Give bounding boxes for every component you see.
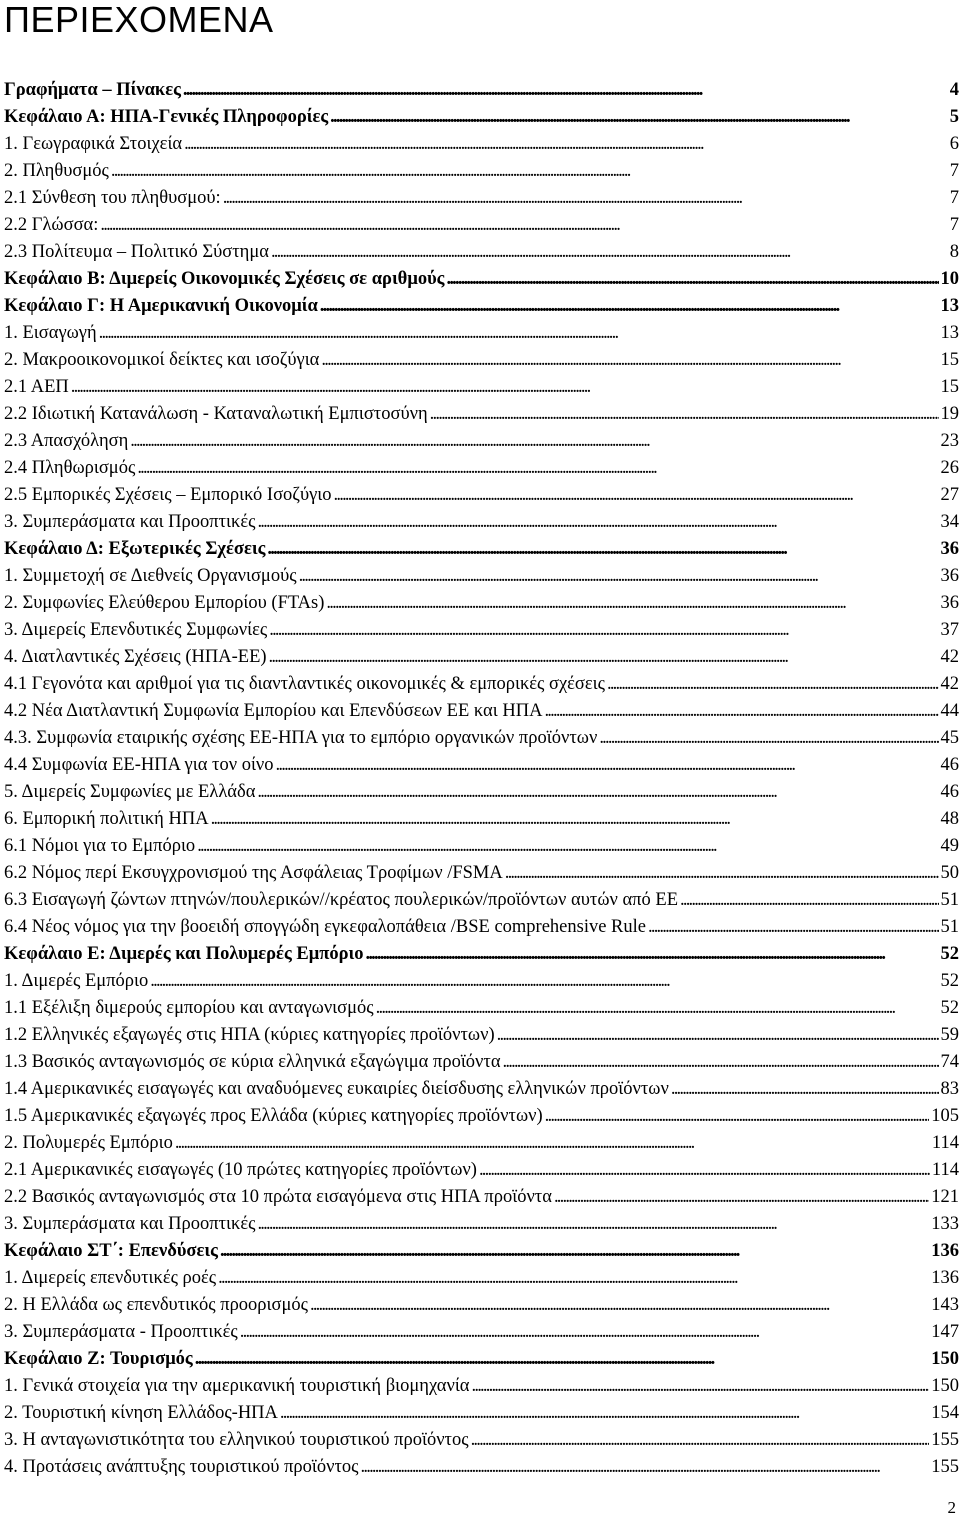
toc-entry-page: 52 <box>940 944 959 964</box>
toc-entry[interactable] <box>4 185 959 212</box>
dot-leader <box>365 941 938 968</box>
toc-entry-label: Κεφάλαιο Δ: Εξωτερικές Σχέσεις <box>4 539 266 559</box>
toc-entry-page: 45 <box>940 728 959 748</box>
toc-entry[interactable] <box>4 1427 959 1454</box>
toc-entry-label: 2.4 Πληθωρισμός <box>4 458 136 478</box>
toc-entry-label: 2. Τουριστική κίνηση Ελλάδος-ΗΠΑ <box>4 1403 278 1423</box>
toc-entry-page: 147 <box>931 1322 959 1342</box>
toc-entry[interactable] <box>4 1103 959 1130</box>
toc-entry[interactable] <box>4 401 959 428</box>
dot-leader <box>197 833 938 860</box>
dot-leader <box>195 1346 930 1373</box>
toc-entry-page: 4 <box>949 80 959 100</box>
toc-entry[interactable] <box>4 1049 959 1076</box>
dot-leader <box>497 1022 939 1049</box>
toc-entry-label: 6. Εμπορική πολιτική ΗΠΑ <box>4 809 209 829</box>
toc-entry-page: 52 <box>940 998 959 1018</box>
toc-entry-label: 5. Διμερείς Συμφωνίες με Ελλάδα <box>4 782 256 802</box>
toc-entry[interactable] <box>4 1211 959 1238</box>
dot-leader <box>503 1049 939 1076</box>
dot-leader <box>223 185 948 212</box>
toc-entry-page: 51 <box>940 890 959 910</box>
dot-leader <box>218 1265 929 1292</box>
toc-entry-label: 6.4 Νέος νόμος για την βοοειδή σπογγώδη εγκεφαλοπάθεια /BSE comprehensive Rule <box>4 917 646 937</box>
toc-entry-page: 5 <box>949 107 959 127</box>
toc-entry-label: 2.1 Αμερικανικές εισαγωγές (10 πρώτες κατηγορίες προϊόντων) <box>4 1160 477 1180</box>
toc-entry[interactable] <box>4 104 959 131</box>
dot-leader <box>472 1373 930 1400</box>
toc-entry-page: 121 <box>931 1187 959 1207</box>
toc-entry[interactable] <box>4 158 959 185</box>
toc-entry-page: 143 <box>931 1295 959 1315</box>
dot-leader <box>269 644 939 671</box>
toc-entry[interactable] <box>4 698 959 725</box>
dot-leader <box>471 1427 930 1454</box>
toc-entry-page: 49 <box>940 836 959 856</box>
toc-entry-page: 136 <box>931 1241 959 1261</box>
toc-entry-label: 4. Προτάσεις ανάπτυξης τουριστικού προϊόντος <box>4 1457 359 1477</box>
toc-entry[interactable] <box>4 1130 959 1157</box>
toc-entry[interactable] <box>4 914 959 941</box>
toc-entry-page: 133 <box>931 1214 959 1234</box>
toc-entry-label: 2.1 ΑΕΠ <box>4 377 69 397</box>
toc-entry[interactable] <box>4 1265 959 1292</box>
dot-leader <box>320 293 939 320</box>
toc-entry-page: 10 <box>940 269 959 289</box>
toc-entry-label: 1. Διμερές Εμπόριο <box>4 971 149 991</box>
dot-leader <box>276 752 939 779</box>
toc-entry[interactable] <box>4 941 959 968</box>
toc-entry-label: 2. Μακροοικονομικοί δείκτες και ισοζύγια <box>4 350 320 370</box>
dot-leader <box>599 725 938 752</box>
toc-entry-label: 1. Γενικά στοιχεία για την αμερικανική τουριστική βιομηχανία <box>4 1376 470 1396</box>
toc-entry-label: 1. Γεωγραφικά Στοιχεία <box>4 134 183 154</box>
toc-entry-label: 1.4 Αμερικανικές εισαγωγές και αναδυόμενες ευκαιρίες διείσδυσης ελληνικών προϊόντων <box>4 1079 669 1099</box>
toc-entry-page: 154 <box>931 1403 959 1423</box>
toc-entry[interactable] <box>4 1346 959 1373</box>
toc-entry-label: 2.5 Εμπορικές Σχέσεις – Εμπορικό Ισοζύγιο <box>4 485 332 505</box>
dot-leader <box>446 266 938 293</box>
toc-entry-label: Κεφάλαιο ΣΤ΄: Επενδύσεις <box>4 1241 218 1261</box>
toc-entry[interactable] <box>4 644 959 671</box>
toc-entry-label: 2.3 Πολίτευμα – Πολιτικό Σύστημα <box>4 242 269 262</box>
toc-entry-label: 4. Διατλαντικές Σχέσεις (ΗΠΑ-ΕΕ) <box>4 647 267 667</box>
toc-entry-label: 1. Διμερείς επενδυτικές ροές <box>4 1268 217 1288</box>
dot-leader <box>175 1130 930 1157</box>
toc-entry-page: 52 <box>940 971 959 991</box>
toc-entry-label: 1. Συμμετοχή σε Διεθνείς Οργανισμούς <box>4 566 297 586</box>
toc-entry-label: 3. Διμερείς Επενδυτικές Συμφωνίες <box>4 620 268 640</box>
toc-entry[interactable] <box>4 752 959 779</box>
toc-entry-page: 19 <box>940 404 959 424</box>
toc-entry-page: 6 <box>949 134 959 154</box>
toc-entry-label: 2. Πληθυσμός <box>4 161 109 181</box>
toc-entry-page: 48 <box>940 809 959 829</box>
toc-entry[interactable] <box>4 1238 959 1265</box>
toc-entry[interactable] <box>4 806 959 833</box>
toc-entry[interactable] <box>4 455 959 482</box>
toc-entry[interactable] <box>4 779 959 806</box>
toc-entry[interactable] <box>4 266 959 293</box>
toc-entry-page: 59 <box>940 1025 959 1045</box>
toc-entry-label: 1. Εισαγωγή <box>4 323 97 343</box>
page-number: 2 <box>947 1498 956 1517</box>
toc-entry[interactable] <box>4 887 959 914</box>
toc-entry-page: 155 <box>931 1457 959 1477</box>
toc-entry-page: 114 <box>931 1160 959 1180</box>
toc-entry-label: Κεφάλαιο Α: ΗΠΑ-Γενικές Πληροφορίες <box>4 107 329 127</box>
toc-entry-page: 155 <box>931 1430 959 1450</box>
toc-entry-page: 114 <box>931 1133 959 1153</box>
toc-entry-page: 46 <box>940 782 959 802</box>
toc-entry[interactable] <box>4 1076 959 1103</box>
toc-entry-page: 13 <box>940 323 959 343</box>
toc-entry[interactable] <box>4 77 959 104</box>
page-title: ΠΕΡΙΕΧΟΜΕΝΑ <box>4 0 274 40</box>
toc-entry[interactable] <box>4 509 959 536</box>
toc-entry[interactable] <box>4 590 959 617</box>
toc-entry-page: 8 <box>949 242 959 262</box>
dot-leader <box>257 779 938 806</box>
toc-entry-page: 37 <box>940 620 959 640</box>
toc-entry[interactable] <box>4 428 959 455</box>
toc-entry-label: 4.4 Συμφωνία ΕΕ-ΗΠΑ για τον οίνο <box>4 755 274 775</box>
dot-leader <box>334 482 939 509</box>
table-of-contents <box>4 77 959 1481</box>
dot-leader <box>479 1157 930 1184</box>
toc-entry[interactable] <box>4 1319 959 1346</box>
toc-entry-label: 1.2 Ελληνικές εξαγωγές στις ΗΠΑ (κύριες κατηγορίες προϊόντων) <box>4 1025 495 1045</box>
toc-entry-label: 3. Η ανταγωνιστικότητα του ελληνικού τουριστικού προϊόντος <box>4 1430 469 1450</box>
toc-entry-label: 4.2 Νέα Διατλαντική Συμφωνία Εμπορίου και Επενδύσεων ΕΕ και ΗΠΑ <box>4 701 543 721</box>
toc-entry-page: 13 <box>940 296 959 316</box>
toc-entry-page: 44 <box>940 701 959 721</box>
toc-entry-label: 4.3. Συμφωνία εταιρικής σχέσης ΕΕ-ΗΠΑ για το εμπόριο οργανικών προϊόντων <box>4 728 598 748</box>
dot-leader <box>299 563 939 590</box>
toc-entry-page: 15 <box>940 377 959 397</box>
toc-entry-page: 105 <box>931 1106 959 1126</box>
toc-entry-page: 36 <box>940 593 959 613</box>
toc-entry-label: Κεφάλαιο Β: Διμερείς Οικονομικές Σχέσεις σε αριθμούς <box>4 269 445 289</box>
toc-entry-label: 1.3 Βασικός ανταγωνισμός σε κύρια ελληνικά εξαγώγιμα προϊόντα <box>4 1052 501 1072</box>
dot-leader <box>330 104 948 131</box>
dot-leader <box>671 1076 939 1103</box>
toc-entry-page: 27 <box>940 485 959 505</box>
toc-entry[interactable] <box>4 1184 959 1211</box>
toc-entry[interactable] <box>4 374 959 401</box>
toc-entry-label: 3. Συμπεράσματα και Προοπτικές <box>4 512 256 532</box>
toc-entry-label: 6.2 Νόμος περί Εκσυγχρονισμού της Ασφάλειας Τροφίμων /FSMA <box>4 863 503 883</box>
dot-leader <box>183 77 948 104</box>
dot-leader <box>505 860 939 887</box>
toc-entry-label: Κεφάλαιο Γ: Η Αμερικανική Οικονομία <box>4 296 318 316</box>
toc-entry-label: 3. Συμπεράσματα - Προοπτικές <box>4 1322 238 1342</box>
toc-entry-page: 15 <box>940 350 959 370</box>
dot-leader <box>310 1292 929 1319</box>
toc-entry-label: Γραφήματα – Πίνακες <box>4 80 181 100</box>
toc-entry[interactable] <box>4 833 959 860</box>
toc-entry[interactable] <box>4 536 959 563</box>
dot-leader <box>607 671 939 698</box>
toc-entry-page: 42 <box>940 674 959 694</box>
dot-leader <box>269 617 938 644</box>
dot-leader <box>271 239 948 266</box>
toc-entry[interactable] <box>4 1157 959 1184</box>
toc-entry-label: 4.1 Γεγονότα και αριθμοί για τις διαντλαντικές οικονομικές & εμπορικές σχέσεις <box>4 674 605 694</box>
toc-entry[interactable] <box>4 995 959 1022</box>
dot-leader <box>326 590 938 617</box>
toc-entry-label: 2. Συμφωνίες Ελεύθερου Εμπορίου (FTAs) <box>4 593 325 613</box>
dot-leader <box>240 1319 929 1346</box>
toc-entry-page: 50 <box>940 863 959 883</box>
dot-leader <box>648 914 939 941</box>
toc-entry-label: Κεφάλαιο Ε: Διμερές και Πολυμερές Εμπόριο <box>4 944 364 964</box>
toc-entry[interactable] <box>4 617 959 644</box>
toc-entry-label: 3. Συμπεράσματα και Προοπτικές <box>4 1214 256 1234</box>
toc-entry-page: 74 <box>940 1052 959 1072</box>
dot-leader <box>99 320 939 347</box>
dot-leader <box>554 1184 929 1211</box>
dot-leader <box>150 968 938 995</box>
dot-leader <box>545 1103 930 1130</box>
dot-leader <box>680 887 939 914</box>
dot-leader <box>257 509 938 536</box>
toc-entry-page: 83 <box>940 1079 959 1099</box>
dot-leader <box>100 212 947 239</box>
toc-entry[interactable] <box>4 131 959 158</box>
toc-entry[interactable] <box>4 563 959 590</box>
toc-entry[interactable] <box>4 1022 959 1049</box>
toc-entry[interactable] <box>4 1373 959 1400</box>
toc-entry-page: 26 <box>940 458 959 478</box>
toc-entry-label: 2.1 Σύνθεση του πληθυσμού: <box>4 188 221 208</box>
toc-entry-page: 46 <box>940 755 959 775</box>
toc-entry[interactable] <box>4 1400 959 1427</box>
toc-entry-page: 23 <box>940 431 959 451</box>
dot-leader <box>430 401 939 428</box>
dot-leader <box>257 1211 929 1238</box>
toc-entry[interactable] <box>4 1454 959 1481</box>
toc-entry-label: 6.1 Νόμοι για το Εμπόριο <box>4 836 196 856</box>
toc-entry[interactable] <box>4 860 959 887</box>
toc-entry-label: 2.2 Γλώσσα: <box>4 215 99 235</box>
toc-entry[interactable] <box>4 347 959 374</box>
toc-entry-label: 1.1 Εξέλιξη διμερούς εμπορίου και ανταγωνισμός <box>4 998 374 1018</box>
toc-entry-page: 36 <box>940 539 959 559</box>
toc-entry-page: 7 <box>949 215 959 235</box>
toc-entry-label: 2.2 Βασικός ανταγωνισμός στα 10 πρώτα εισαγόμενα στις ΗΠΑ προϊόντα <box>4 1187 552 1207</box>
dot-leader <box>544 698 938 725</box>
toc-entry-page: 7 <box>949 188 959 208</box>
toc-entry[interactable] <box>4 968 959 995</box>
toc-entry[interactable] <box>4 212 959 239</box>
toc-entry-label: 6.3 Εισαγωγή ζώντων πτηνών/πουλερικών//κρέατος πουλερικών/προϊόντων αυτών από ΕΕ <box>4 890 678 910</box>
toc-entry-page: 42 <box>940 647 959 667</box>
toc-entry[interactable] <box>4 482 959 509</box>
toc-entry-page: 150 <box>931 1376 959 1396</box>
toc-entry-page: 7 <box>949 161 959 181</box>
dot-leader <box>111 158 948 185</box>
dot-leader <box>184 131 948 158</box>
toc-entry[interactable] <box>4 725 959 752</box>
dot-leader <box>130 428 938 455</box>
dot-leader <box>211 806 939 833</box>
toc-entry-label: 2. Η Ελλάδα ως επενδυτικός προορισμός <box>4 1295 308 1315</box>
toc-entry-page: 36 <box>940 566 959 586</box>
toc-entry-page: 150 <box>931 1349 959 1369</box>
toc-entry-label: 2.3 Απασχόληση <box>4 431 129 451</box>
toc-entry-page: 34 <box>940 512 959 532</box>
dot-leader <box>376 995 939 1022</box>
dot-leader <box>267 536 938 563</box>
dot-leader <box>321 347 938 374</box>
dot-leader <box>71 374 939 401</box>
toc-entry[interactable] <box>4 1292 959 1319</box>
toc-entry-label: 2. Πολυμερές Εμπόριο <box>4 1133 173 1153</box>
toc-entry-label: 1.5 Αμερικανικές εξαγωγές προς Ελλάδα (κύριες κατηγορίες προϊόντων) <box>4 1106 543 1126</box>
dot-leader <box>137 455 938 482</box>
toc-entry-label: Κεφάλαιο Ζ: Τουρισμός <box>4 1349 193 1369</box>
toc-entry[interactable] <box>4 293 959 320</box>
toc-entry[interactable] <box>4 320 959 347</box>
dot-leader <box>361 1454 930 1481</box>
toc-entry-page: 136 <box>931 1268 959 1288</box>
toc-entry-label: 2.2 Ιδιωτική Κατανάλωση - Καταναλωτική Εμπιστοσύνη <box>4 404 428 424</box>
toc-entry[interactable] <box>4 671 959 698</box>
dot-leader <box>280 1400 929 1427</box>
toc-entry-page: 51 <box>940 917 959 937</box>
dot-leader <box>220 1238 929 1265</box>
toc-entry[interactable] <box>4 239 959 266</box>
